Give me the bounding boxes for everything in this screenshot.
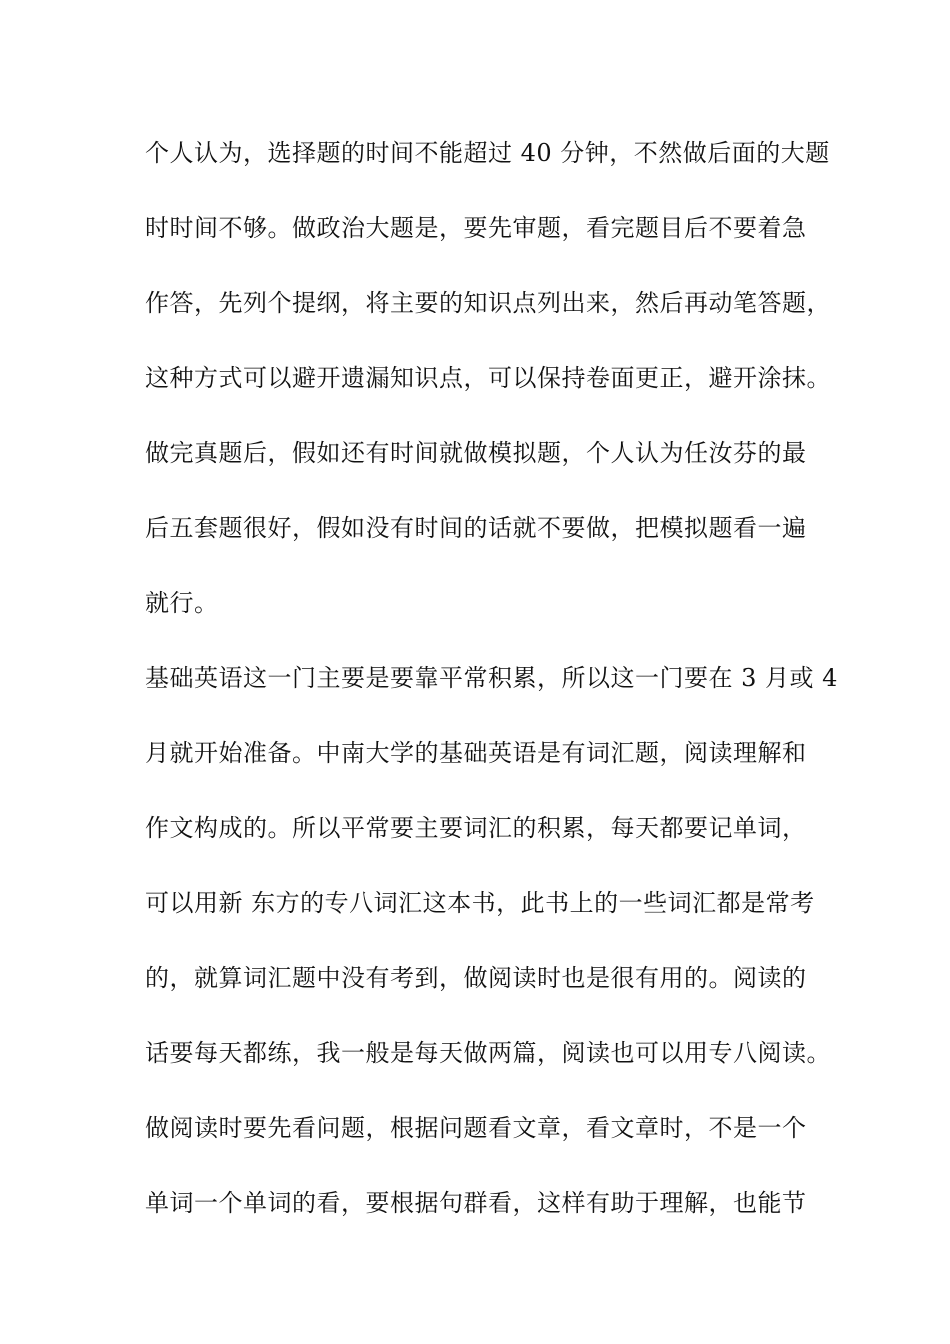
text-line: 可以用新 东方的专八词汇这本书，此书上的一些词汇都是常考 — [145, 889, 815, 917]
text-line: 后五套题很好，假如没有时间的话就不要做，把模拟题看一遍 — [145, 514, 807, 542]
text-line: 单词一个单词的看，要根据句群看，这样有助于理解，也能节 — [145, 1189, 807, 1217]
text-line: 作文构成的。所以平常要主要词汇的积累，每天都要记单词， — [145, 814, 807, 842]
text-line: 这种方式可以避开遗漏知识点，可以保持卷面更正，避开涂抹。 — [145, 364, 831, 392]
text-line: 时时间不够。做政治大题是，要先审题，看完题目后不要着急 — [145, 214, 807, 242]
text-line: 做完真题后，假如还有时间就做模拟题，个人认为任汝芬的最 — [145, 439, 807, 467]
text-line: 做阅读时要先看问题，根据问题看文章，看文章时，不是一个 — [145, 1114, 807, 1142]
text-line: 月就开始准备。中南大学的基础英语是有词汇题，阅读理解和 — [145, 739, 807, 767]
text-line: 的，就算词汇题中没有考到，做阅读时也是很有用的。阅读的 — [145, 964, 807, 992]
text-line: 话要每天都练，我一般是每天做两篇，阅读也可以用专八阅读。 — [145, 1039, 831, 1067]
text-line: 基础英语这一门主要是要靠平常积累，所以这一门要在 3 月或 4 — [145, 664, 838, 692]
text-line: 作答，先列个提纲，将主要的知识点列出来，然后再动笔答题， — [145, 289, 831, 317]
text-line: 就行。 — [145, 589, 219, 617]
text-line: 个人认为，选择题的时间不能超过 40 分钟，不然做后面的大题 — [145, 139, 830, 167]
